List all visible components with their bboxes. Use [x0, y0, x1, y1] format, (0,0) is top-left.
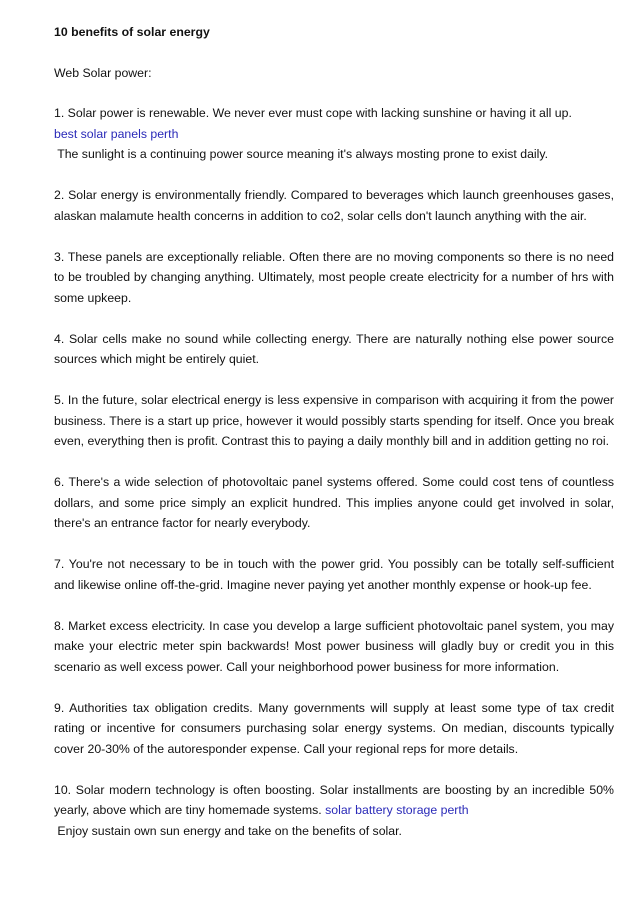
- benefit-text: 2. Solar energy is environmentally friendly. Compared to beverages which launch greenhouses gases, alaskan malamute health concerns in addition to co2, solar cells don't launch anything with the air.: [54, 188, 614, 223]
- benefit-text: 3. These panels are exceptionally reliable. Often there are no moving components so there is no need to be troubled by changing anything. Ultimately, most people create electricity for a number of hrs with some upkeep.: [54, 249, 614, 305]
- benefit-text: 8. Market excess electricity. In case you develop a large sufficient photovoltaic panel system, you may make your electric meter spin backwards! Most power business will gladly buy or credit you in this scenario as well excess power. Call your neighborhood power business for more information.: [54, 618, 614, 674]
- document-title: 10 benefits of solar energy: [54, 25, 210, 39]
- benefit-text: 1. Solar power is renewable. We never ever must cope with lacking sunshine or having it all up.: [54, 106, 572, 120]
- solar-battery-storage-link[interactable]: solar battery storage perth: [325, 803, 469, 817]
- benefit-item-1: [54, 103, 614, 165]
- intro-heading: Web Solar power:: [54, 65, 152, 80]
- benefit-item-2: [54, 185, 614, 226]
- benefit-text-after: Enjoy sustain own sun energy and take on the benefits of solar.: [54, 823, 402, 838]
- benefit-text: 6. There's a wide selection of photovoltaic panel systems offered. Some could cost tens of countless dollars, and some price simply an explicit hundred. This implies anyone could get involved in solar, there's an entrance factor for nearly everybody.: [54, 475, 614, 530]
- benefit-item-7: [54, 554, 614, 595]
- benefit-item-5: [54, 390, 614, 452]
- benefit-text: 5. In the future, solar electrical energy is less expensive in comparison with acquiring it from the power business. There is a start up price, however it would possibly starts spending for itself. Once you break even, everything then is profit. Contrast this to paying a daily monthly bill and in addition getting no roi.: [54, 393, 614, 448]
- benefit-item-4: [54, 329, 614, 370]
- benefit-item-6: [54, 472, 614, 534]
- benefit-item-3: [54, 247, 614, 309]
- best-solar-panels-link[interactable]: best solar panels perth: [54, 126, 179, 141]
- benefit-text: 10. Solar modern technology is often boosting. Solar installments are boosting by an incredible 50% yearly, above which are tiny homemade systems.: [54, 782, 614, 817]
- benefit-text: 9. Authorities tax obligation credits. Many governments will supply at least some type of tax credit rating or incentive for consumers purchasing solar energy systems. On median, discounts typically cover 20-30% of the autoresponder expense. Call your regional reps for more details.: [54, 700, 614, 756]
- benefit-item-10: [54, 780, 614, 842]
- document-page: [54, 22, 614, 862]
- benefit-item-9: [54, 698, 614, 760]
- benefit-text-after: The sunlight is a continuing power source meaning it's always mosting prone to exist daily.: [54, 147, 549, 161]
- benefit-text: 4. Solar cells make no sound while collecting energy. There are naturally nothing else power source sources which might be entirely quiet.: [54, 331, 614, 366]
- benefit-item-8: [54, 616, 614, 678]
- benefit-text: 7. You're not necessary to be in touch with the power grid. You possibly can be totally self-sufficient and likewise online off-the-grid. Imagine never paying yet another monthly expense or hook-up fee.: [54, 557, 614, 592]
